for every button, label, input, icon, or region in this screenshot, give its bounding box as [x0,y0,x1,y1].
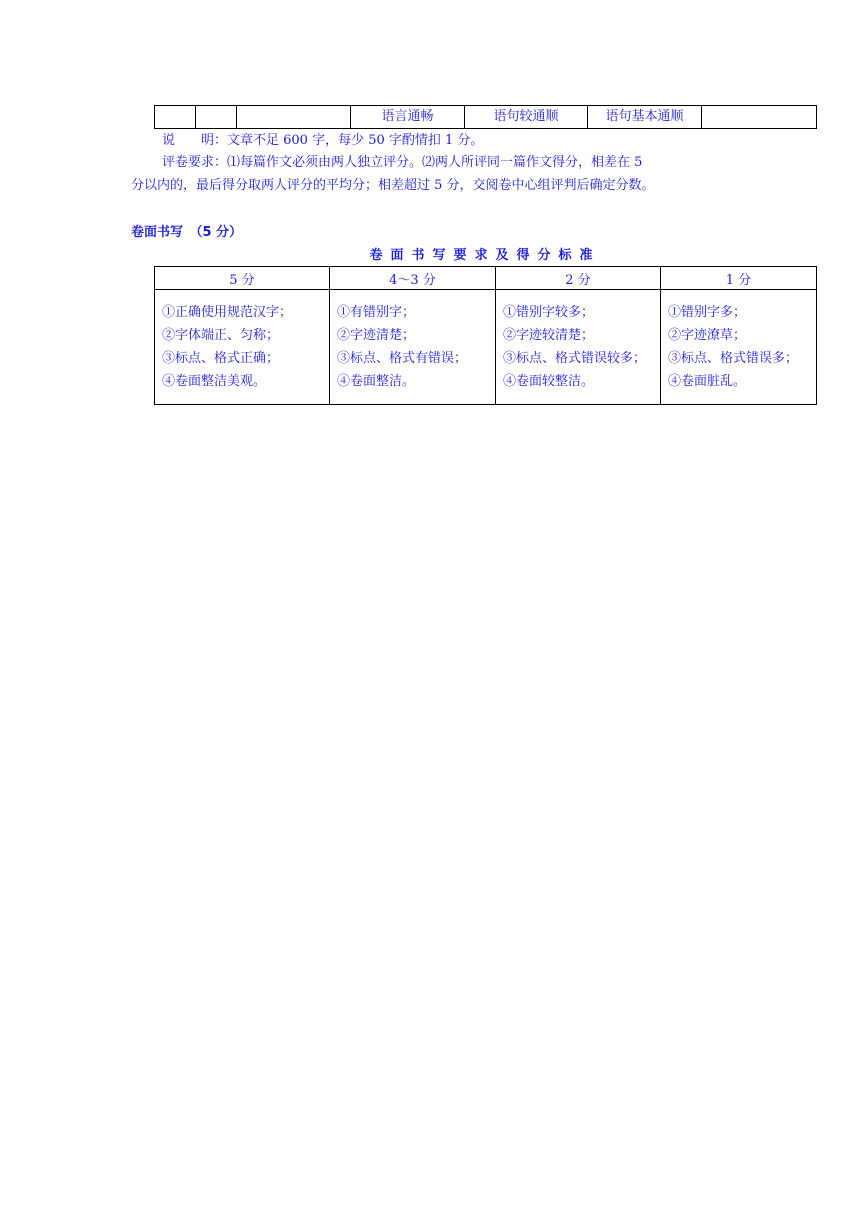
table-row [155,290,817,405]
criterion-item: ③标点、格式正确； [162,351,280,366]
score-row-table [154,105,817,129]
criterion-item: ③标点、格式错误多； [668,351,799,366]
criterion-item: ①正确使用规范汉字； [162,305,293,320]
criterion-item: ③标点、格式有错误； [337,351,468,366]
criterion-item: ④卷面较整洁。 [503,374,595,389]
table-cell [702,106,817,129]
column-header: 4～3 分 [330,267,496,290]
grading-requirement-line: 分以内的，最后得分取两人评分的平均分；相差超过 5 分，交阅卷中心组评判后确定分数。 [131,178,655,193]
criterion-item: ④卷面整洁美观。 [162,374,267,389]
table-cell [155,106,196,129]
grading-requirement-line: 评卷要求：⑴每篇作文必须由两人独立评分。⑵两人所评同一篇作文得分，相差在 5 [162,155,643,170]
criteria-cell [330,290,496,405]
criteria-cell [155,290,330,405]
table-cell: 语句基本通顺 [588,106,702,129]
note-line: 说 明：文章不足 600 字，每少 50 字酌情扣 1 分。 [162,133,484,148]
section-heading: 卷面书写 （5 分） [131,225,243,240]
criterion-item: ②字迹较清楚； [503,328,595,343]
table-cell [196,106,237,129]
table-cell: 语句较通顺 [465,106,588,129]
column-header: 1 分 [661,267,817,290]
column-header: 5 分 [155,267,330,290]
criteria-cell [661,290,817,405]
table-row [155,106,817,129]
criterion-item: ②字迹清楚； [337,328,416,343]
criterion-item: ①有错别字； [337,305,416,320]
column-header: 2 分 [496,267,661,290]
criterion-item: ④卷面整洁。 [337,374,416,389]
criterion-item: ①错别字多； [668,305,747,320]
table-cell: 语言通畅 [351,106,465,129]
criterion-item: ①错别字较多； [503,305,595,320]
table-header-row [155,267,817,290]
criterion-item: ③标点、格式错误较多； [503,351,647,366]
criterion-item: ④卷面脏乱。 [668,374,747,389]
handwriting-score-table [154,266,817,405]
table-title: 卷面书写要求及得分标准 [369,248,601,263]
criterion-item: ②字迹潦草； [668,328,747,343]
table-cell [237,106,351,129]
criterion-item: ②字体端正、匀称； [162,328,280,343]
criteria-cell [496,290,661,405]
